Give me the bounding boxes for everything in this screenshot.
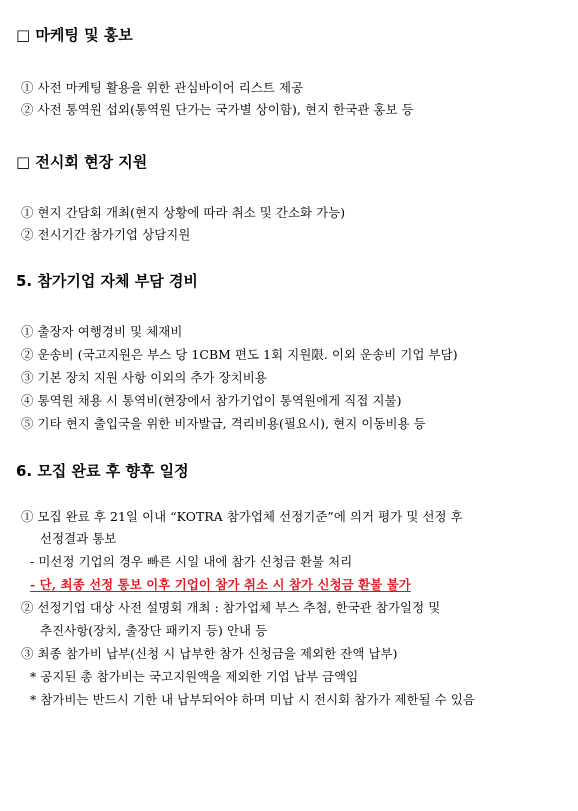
list-item: ② 운송비 (국고지원은 부스 당 1CBM 편도 1회 지원限. 이외 운송비 기업 부담) (21, 347, 458, 362)
section-heading-onsite-support: □ 전시회 현장 지원 (16, 153, 148, 171)
footnote: * 공지된 총 참가비는 국고지원액을 제외한 기업 납부 금액임 (30, 669, 359, 684)
list-item: ② 선정기업 대상 사전 설명회 개최 : 참가업체 부스 추첨, 한국관 참가일정 및 (21, 600, 441, 615)
section-heading-schedule: 6. 모집 완료 후 향후 일정 (16, 462, 189, 480)
list-item: ② 사전 통역원 섭외(통역원 단가는 국가별 상이함), 현지 한국관 홍보 등 (21, 102, 414, 117)
list-item-continuation: 추진사항(장치, 출장단 패키지 등) 안내 등 (40, 623, 268, 638)
list-item: ③ 최종 참가비 납부(신청 시 납부한 참가 신청금을 제외한 잔액 납부) (21, 646, 398, 661)
list-item: ③ 기본 장치 지원 사항 이외의 추가 장치비용 (21, 370, 267, 385)
list-item: ① 출장자 여행경비 및 체재비 (21, 324, 183, 339)
footnote: * 참가비는 반드시 기한 내 납부되어야 하며 미납 시 전시회 참가가 제한될 수 있음 (30, 692, 476, 707)
list-item-continuation: 선정결과 통보 (40, 531, 117, 546)
section-heading-marketing: □ 마케팅 및 홍보 (16, 26, 133, 44)
list-item: ① 모집 완료 후 21일 이내 “KOTRA 참가업체 선정기준”에 의거 평가 및 선정 후 (21, 509, 463, 524)
list-item: ⑤ 기타 현지 출입국을 위한 비자발급, 격리비용(필요시), 현지 이동비용 등 (21, 416, 426, 431)
section-heading-self-paid-expenses: 5. 참가기업 자체 부담 경비 (16, 272, 198, 290)
list-item: ② 전시기간 참가기업 상담지원 (21, 227, 191, 242)
list-subitem: - 미선정 기업의 경우 빠른 시일 내에 참가 신청금 환불 처리 (30, 554, 353, 569)
list-item: ① 현지 간담회 개최(현지 상황에 따라 취소 및 간소화 가능) (21, 205, 346, 220)
list-item: ① 사전 마케팅 활용을 위한 관심바이어 리스트 제공 (21, 80, 304, 95)
list-item: ④ 통역원 채용 시 통역비(현장에서 참가기업이 통역원에게 직접 지불) (21, 393, 402, 408)
refund-warning-note: - 단, 최종 선정 통보 이후 기업이 참가 취소 시 참가 신청금 환불 불가 (30, 577, 411, 592)
